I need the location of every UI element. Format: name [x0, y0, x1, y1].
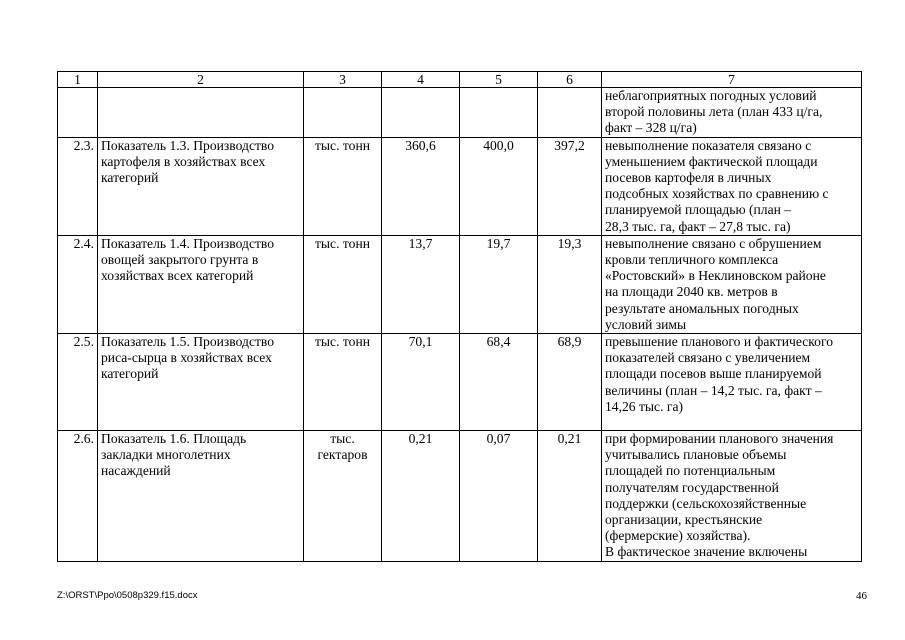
indicator-name-line: закладки многолетних [101, 447, 231, 463]
header-cell: 5 [460, 72, 538, 88]
indicator-name-line: категорий [101, 366, 159, 382]
row-number: 2.3. [58, 137, 98, 235]
value-col6 [538, 88, 602, 138]
indicator-name-line: Показатель 1.4. Производство [101, 235, 275, 251]
comment-cell-line: «Ростовский» в Неклиновском районе [605, 268, 826, 284]
value-col4: 70,1 [382, 334, 460, 431]
value-col4: 360,6 [382, 137, 460, 235]
comment-cell-line: на площади 2040 кв. метров в [605, 284, 778, 300]
comment-cell-line: неблагоприятных погодных условий [605, 88, 817, 103]
report-table [57, 71, 862, 562]
value-col4 [382, 88, 460, 138]
comment-cell-line: при формировании планового значения [605, 431, 834, 447]
value-col5: 0,07 [460, 431, 538, 562]
comment-cell-line: организации, крестьянские [605, 512, 763, 528]
unit-cell-line: гектаров [317, 447, 368, 463]
row-number [58, 88, 98, 138]
comment-cell-line: результате аномальных погодных [605, 300, 799, 316]
header-cell: 4 [382, 72, 460, 88]
comment-cell-line: посевов картофеля в личных [605, 170, 772, 186]
comment-cell-line: площади посевов выше планируемой [605, 366, 822, 382]
row-number: 2.5. [58, 334, 98, 431]
comment-cell-line: учитывались плановые объемы [605, 447, 787, 463]
value-col5: 68,4 [460, 334, 538, 431]
unit-cell [304, 137, 382, 235]
indicator-name-line: риса-сырца в хозяйствах всех [101, 350, 272, 366]
unit-cell-line: тыс. [330, 431, 355, 447]
indicator-name [98, 137, 304, 235]
comment-cell-line: невыполнение показателя связано с [605, 137, 812, 153]
header-cell: 1 [58, 72, 98, 88]
comment-cell [602, 334, 862, 431]
table-header-row [58, 72, 862, 88]
indicator-name-line: хозяйствах всех категорий [101, 268, 254, 284]
unit-cell-line: тыс. тонн [314, 137, 370, 153]
indicator-name-line: Показатель 1.3. Производство [101, 137, 275, 153]
unit-cell [304, 431, 382, 562]
comment-cell-line: подсобных хозяйствах по сравнению с [605, 186, 829, 202]
value-col4: 13,7 [382, 235, 460, 333]
indicator-name [98, 431, 304, 562]
indicator-name-line: насаждений [101, 463, 171, 479]
header-cell: 3 [304, 72, 382, 88]
comment-cell-line: В фактическое значение включены [605, 544, 808, 560]
value-col6: 397,2 [538, 137, 602, 235]
value-col6: 19,3 [538, 235, 602, 333]
unit-cell-line: тыс. тонн [314, 334, 370, 350]
comment-cell-line: поддержки (сельскохозяйственные [605, 495, 807, 511]
indicator-name-line: Показатель 1.6. Площадь [101, 431, 247, 447]
table-row [58, 431, 862, 562]
comment-cell-line: показателей связано с увеличением [605, 350, 811, 366]
value-col5: 19,7 [460, 235, 538, 333]
header-cell: 2 [98, 72, 304, 88]
comment-cell-line: уменьшением фактической площади [605, 153, 818, 169]
comment-cell [602, 235, 862, 333]
indicator-name [98, 88, 304, 138]
comment-cell-line: (фермерские) хозяйства). [605, 528, 751, 544]
indicator-name-line: овощей закрытого грунта в [101, 252, 259, 268]
comment-cell-line: площадей по потенциальным [605, 463, 776, 479]
footer-file-path: Z:\ORST\Ppo\0508p329.f15.docx [57, 590, 198, 601]
value-col4: 0,21 [382, 431, 460, 562]
comment-cell [602, 88, 862, 138]
header-cell: 7 [602, 72, 862, 88]
table-row [58, 137, 862, 235]
row-number: 2.4. [58, 235, 98, 333]
table-row [58, 88, 862, 138]
comment-cell-line: 28,3 тыс. га, факт – 27,8 тыс. га) [605, 218, 791, 234]
row-number: 2.6. [58, 431, 98, 562]
footer-page-number: 46 [856, 590, 867, 602]
indicator-name-line: картофеля в хозяйствах всех [101, 153, 266, 169]
comment-cell-line: 14,26 тыс. га) [605, 398, 684, 414]
comment-cell-line: величины (план – 14,2 тыс. га, факт – [605, 382, 822, 398]
comment-cell-line: факт – 328 ц/га) [605, 120, 697, 136]
comment-cell-line: второй половины лета (план 433 ц/га, [605, 104, 823, 120]
unit-cell [304, 235, 382, 333]
comment-cell [602, 137, 862, 235]
value-col5: 400,0 [460, 137, 538, 235]
unit-cell-line: тыс. тонн [314, 235, 370, 251]
comment-cell [602, 431, 862, 562]
unit-cell [304, 334, 382, 431]
unit-cell [304, 88, 382, 138]
indicator-name-line: Показатель 1.5. Производство [101, 334, 275, 350]
value-col5 [460, 88, 538, 138]
table-row [58, 334, 862, 431]
indicator-name [98, 334, 304, 431]
value-col6: 68,9 [538, 334, 602, 431]
indicator-name-line: категорий [101, 170, 159, 186]
comment-cell-line: планируемой площадью (план – [605, 202, 792, 218]
comment-cell-line: условий зимы [605, 316, 687, 332]
comment-cell-line: превышение планового и фактического [605, 334, 834, 350]
header-cell: 6 [538, 72, 602, 88]
comment-cell-line: кровли тепличного комплекса [605, 252, 779, 268]
comment-cell-line: невыполнение связано с обрушением [605, 235, 822, 251]
table-row [58, 235, 862, 333]
indicator-name [98, 235, 304, 333]
value-col6: 0,21 [538, 431, 602, 562]
comment-cell-line: получателям государственной [605, 479, 779, 495]
